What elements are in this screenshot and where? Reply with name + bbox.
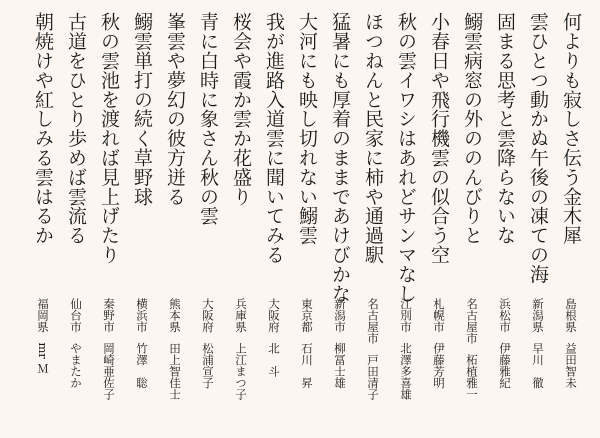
haiku-text: 小春日や飛行機雲の似合う空 [428,12,450,265]
prefecture-label: 新潟市 [333,298,347,333]
prefecture-label: 島根県 [564,298,578,333]
prefecture-label: 兵庫県 [234,298,248,333]
author-credit [460,298,484,438]
author-credit [526,298,550,438]
prefecture-label: 仙台市 [69,298,83,333]
prefecture-label: 札幌市 [432,298,446,333]
haiku-text: 猛暑にも厚着のままであけびかな [329,12,351,303]
haiku-text: 鰯雲単打の続く草野球 [131,12,153,206]
author-credit [130,298,154,438]
prefecture-label: 熊本県 [168,298,182,333]
prefecture-label: 江別市 [399,298,413,333]
haiku-text: 秋の雲イワシはあれどサンマなし [395,12,417,303]
haiku-text: 大河にも映し切れない鰯雲 [296,12,318,245]
prefecture-label: 横浜市 [135,298,149,333]
author-name: 松浦宣子 [201,342,215,389]
haiku-text: 我が進路入道雲に聞いてみる [263,12,285,265]
haiku-text: 峯雲や夢幻の彼方迸る [164,12,186,206]
author-name: 北 斗 [267,342,281,377]
haiku-text: 秋の雲池を渡れば見上げたり [98,12,120,265]
author-credit [163,298,187,438]
author-credit [229,298,253,438]
author-credit [328,298,352,438]
prefecture-label: 秦野市 [102,298,116,333]
haiku-text: 何よりも寂しさ伝う金木犀 [560,12,582,245]
author-credit [262,298,286,438]
haiku-text: 桜会や霞か雲か花盛り [230,12,252,206]
author-name: 伊藤雅紀 [498,342,512,389]
author-credit [427,298,451,438]
author-name: やまたか [69,342,83,389]
author-name: 戸田清子 [366,354,380,400]
prefecture-label: 大阪府 [267,298,281,333]
author-credit [196,298,220,438]
author-credit [361,298,385,438]
author-credit [64,298,88,438]
prefecture-label: 浜松市 [498,298,512,333]
author-name: 柘植雅一 [465,354,479,400]
author-name: 益田智未 [564,342,578,389]
author-name: 柳冨士雄 [333,342,347,389]
author-name: mr Ｍ [36,342,50,375]
prefecture-label: 名古屋市 [465,298,479,344]
haiku-text: 固まる思考と雲降らないな [494,12,516,245]
prefecture-label: 福岡県 [36,298,50,333]
author-credit [97,298,121,438]
author-name: 石川 昇 [300,342,314,389]
author-name: 上江まつ子 [234,342,248,400]
author-credit [295,298,319,438]
prefecture-label: 東京都 [300,298,314,333]
haiku-text: 青に白時に象さん秋の雲 [197,12,219,226]
haiku-text: 朝焼けや紅しみる雲はるか [32,12,54,245]
haiku-text: 鰯雲病窓の外ののんびりと [461,12,483,245]
prefecture-label: 新潟県 [531,298,545,333]
prefecture-label: 名古屋市 [366,298,380,344]
author-name: 竹澤 聡 [135,342,149,389]
haiku-text: 古道をひとり歩めば雲流る [65,12,87,245]
author-name: 田上智佳士 [168,342,182,400]
author-credit [394,298,418,438]
author-credit [559,298,583,438]
author-credit [31,298,55,438]
haiku-text: 雲ひとつ動かぬ午後の凍ての海 [527,12,549,284]
author-name: 伊藤芳明 [432,342,446,389]
author-name: 岡崎亜佐子 [102,342,116,400]
author-name: 早川 徹 [531,342,545,389]
author-credit [493,298,517,438]
prefecture-label: 大阪府 [201,298,215,333]
haiku-text: ほつねんと民家に柿や通過駅 [362,12,384,265]
author-name: 北澤多喜雄 [399,342,413,400]
